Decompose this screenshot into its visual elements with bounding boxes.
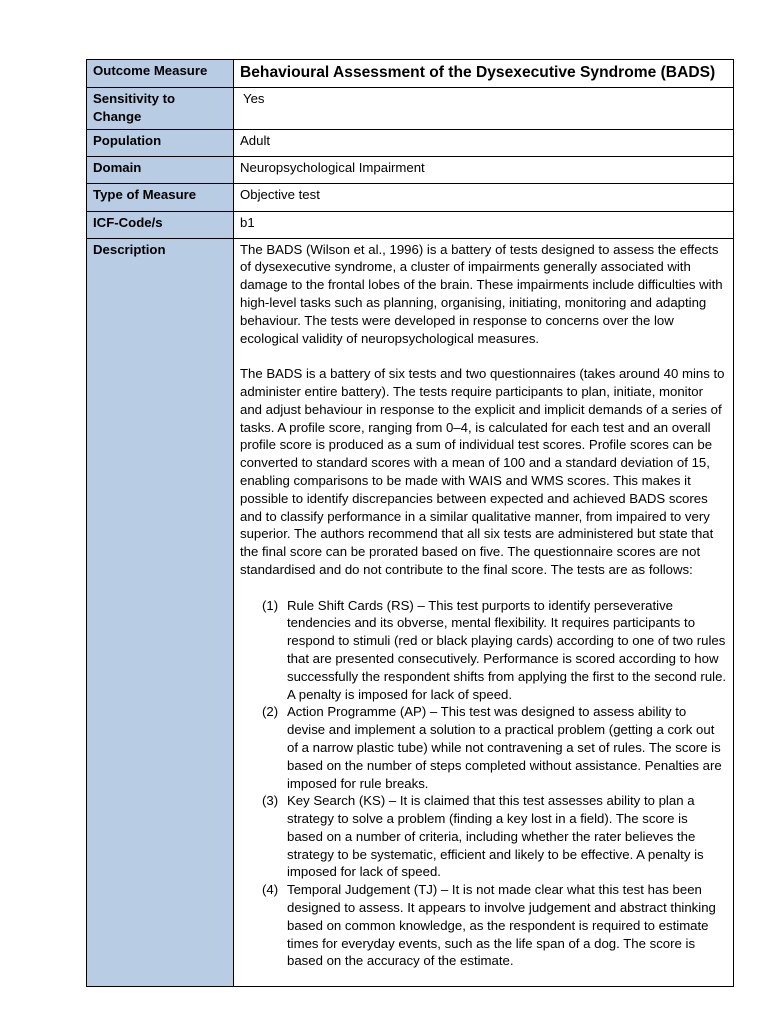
value-type: Objective test xyxy=(234,183,734,211)
row-population xyxy=(87,129,734,156)
description-paragraph-2: The BADS is a battery of six tests and two questionnaires (takes around 40 mins to administer entire battery). The tests require participants to plan, initiate, monitor and adjust behaviour in response to the explicit and implicit demands of a series of tasks. A profile score, ranging from 0–4, is calculated for each test and an overall profile score is produced as a sum of individual test scores. Profile scores can be converted to standard scores with a mean of 100 and a standard deviation of 15, enabling comparisons to be made with WAIS and WMS scores. This makes it possible to identify discrepancies between expected and achieved BADS scores and to classify performance in a similar qualitative manner, from impaired to very superior. The authors recommend that all six tests are administered but state that the final score can be prorated based on five. The questionnaire scores are not standardised and do not contribute to the final score. The tests are as follows: xyxy=(240,366,725,577)
outcome-measure-table xyxy=(86,59,734,987)
list-item xyxy=(240,597,727,704)
row-description xyxy=(87,238,734,986)
list-item-text: Temporal Judgement (TJ) – It is not made clear what this test has been designed to assess. It appears to involve judgement and abstract thinking based on common knowledge, as the respondent is required to estimate times for everyday events, such as the life span of a dog. The score is based on the accuracy of the estimate. xyxy=(287,882,716,969)
list-item xyxy=(240,881,727,970)
list-item-number: (1) xyxy=(262,597,279,613)
label-population: Population xyxy=(87,129,234,156)
label-outcome-measure: Outcome Measure xyxy=(87,60,234,88)
value-population: Adult xyxy=(234,129,734,156)
row-outcome-measure xyxy=(87,60,734,88)
label-description: Description xyxy=(87,238,234,986)
row-type xyxy=(87,183,734,211)
label-domain: Domain xyxy=(87,156,234,183)
row-icf xyxy=(87,211,734,238)
list-item xyxy=(240,792,727,881)
list-item-text: Key Search (KS) – It is claimed that this test assesses ability to plan a strategy to solve a problem (finding a key lost in a field). The score is based on a number of criteria, including whether the rater believes the strategy to be systematic, efficient and likely to be effective. A penalty is imposed for lack of speed. xyxy=(287,793,704,880)
label-type: Type of Measure xyxy=(87,183,234,211)
list-item-text: Rule Shift Cards (RS) – This test purports to identify perseverative tendencies and its obverse, mental flexibility. It requires participants to respond to stimuli (red or black playing cards) according to one of two rules that are presented consecutively. Performance is scored according to how successfully the respondent shifts from applying the first to the second rule. A penalty is imposed for lack of speed. xyxy=(287,597,727,702)
label-icf: ICF-Code/s xyxy=(87,211,234,238)
value-sensitivity xyxy=(234,88,734,130)
row-sensitivity xyxy=(87,88,734,130)
list-item-number: (2) xyxy=(262,704,279,720)
tests-list xyxy=(240,597,727,971)
list-item-number: (3) xyxy=(262,793,279,809)
value-description xyxy=(234,238,734,986)
description-paragraph-1: The BADS (Wilson et al., 1996) is a battery of tests designed to assess the effects of dysexecutive syndrome, a cluster of impairments generally associated with damage to the frontal lobes of the brain. These impairments include difficulties with high-level tasks such as planning, organising, initiating, monitoring and adapting behaviour. The tests were developed in response to concerns over the low ecological validity of neuropsychological measures. xyxy=(240,241,723,346)
row-domain xyxy=(87,156,734,183)
list-item-number: (4) xyxy=(262,882,279,898)
label-sensitivity: Sensitivity to Change xyxy=(87,88,234,130)
sensitivity-text: Yes xyxy=(243,91,265,106)
outcome-measure-title: Behavioural Assessment of the Dysexecutive Syndrome (BADS) xyxy=(234,60,734,88)
list-item xyxy=(240,703,727,792)
value-domain: Neuropsychological Impairment xyxy=(234,156,734,183)
value-icf: b1 xyxy=(234,211,734,238)
list-item-text: Action Programme (AP) – This test was designed to assess ability to devise and implement a solution to a practical problem (getting a cork out of a narrow plastic tube) while not contravening a set of rules. The score is based on the number of steps completed without assistance. Penalties are imposed for rule breaks. xyxy=(287,704,722,791)
